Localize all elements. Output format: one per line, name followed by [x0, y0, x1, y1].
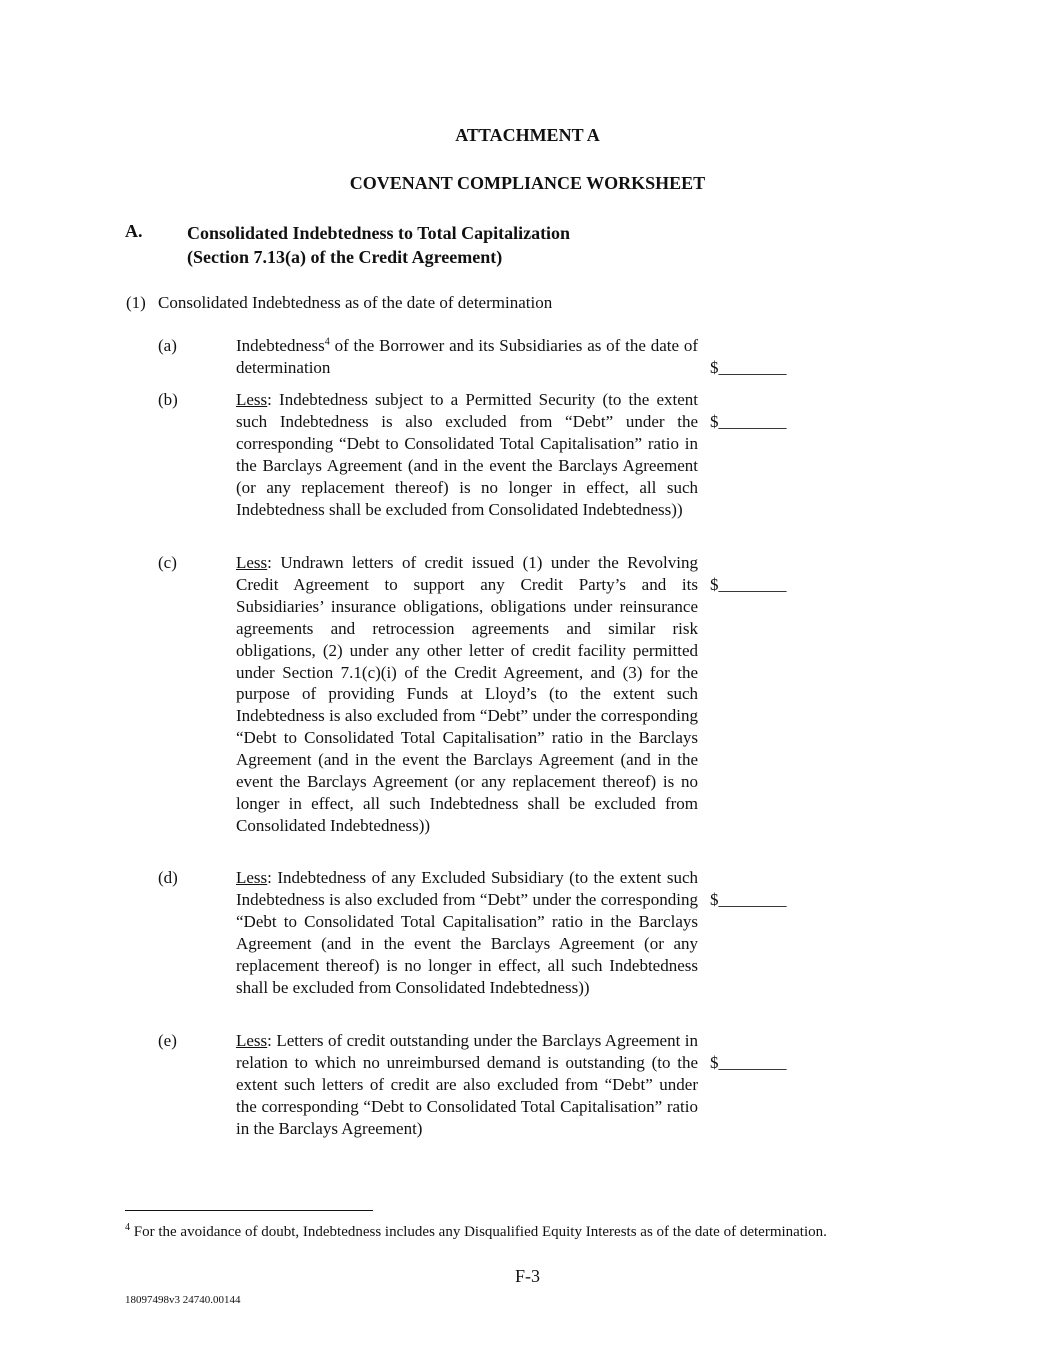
line-item-label: (d) [158, 868, 178, 887]
line-item-text [236, 552, 698, 837]
less-label: Less [236, 390, 268, 409]
page-number: F-3 [514, 1266, 540, 1286]
line-item-label: (c) [158, 553, 177, 572]
line-item-label: (e) [158, 1031, 177, 1050]
line-item-text [236, 335, 698, 379]
section-letter: A. [125, 221, 143, 241]
amount-field[interactable]: $________ [710, 412, 787, 431]
footnote-divider [125, 1210, 373, 1211]
section-title-line2: (Section 7.13(a) of the Credit Agreement) [187, 247, 503, 267]
attachment-title: ATTACHMENT A [455, 125, 600, 145]
line-item-body: of the Borrower and its Subsidiaries as of the date of determination [236, 336, 698, 377]
line-item-body: : Indebtedness of any Excluded Subsidiary (to the extent such Indebtedness is also excluded from “Debt” under the corresponding “Debt to Consolidated Total Capitalisation” ratio in the Barclays Agreement (and in the event the Barclays Agreement (or any replacement thereof) is no longer in effect, all such Indebtedness shall be excluded from Consolidated Indebtedness)) [236, 868, 698, 997]
line-item-text [236, 867, 698, 998]
line-item-label: (a) [158, 336, 177, 355]
line-item-label: (b) [158, 390, 178, 409]
footnote-marker: 4 [125, 1222, 130, 1233]
item-1-number: (1) [126, 293, 146, 312]
amount-field[interactable]: $________ [710, 1053, 787, 1072]
footnote-text: For the avoidance of doubt, Indebtedness includes any Disqualified Equity Interests as of the date of determination. [130, 1224, 827, 1240]
line-item-body: : Undrawn letters of credit issued (1) under the Revolving Credit Agreement to support any Credit Party’s and its Subsidiaries’ insurance obligations, obligations under reinsurance agreements and retrocession agreements and similar risk obligations, (2) under any other letter of credit facility permitted under Section 7.1(c)(i) of the Credit Agreement, and (3) for the purpose of providing Funds at Lloyd’s (to the extent such Indebtedness is also excluded from “Debt” under the corresponding “Debt to Consolidated Total Capitalisation” ratio in the Barclays Agreement (and in the event the Barclays Agreement (and in the event the Barclays Agreement (or any replacement thereof) is no longer in effect, all such Indebtedness shall be excluded from Consolidated Indebtedness)) [236, 553, 698, 835]
document-id: 18097498v3 24740.00144 [125, 1294, 241, 1306]
less-label: Less [236, 553, 268, 572]
footnote [125, 1222, 827, 1244]
line-item-body: : Indebtedness subject to a Permitted Security (to the extent such Indebtedness is also excluded from “Debt” under the corresponding “Debt to Consolidated Total Capitalisation” ratio in the Barclays Agreement (and in the event the Barclays Agreement (or any replacement thereof) is no longer in effect, all such Indebtedness shall be excluded from Consolidated Indebtedness)) [236, 390, 698, 519]
footnote-ref: 4 [324, 336, 330, 348]
indebtedness-lead: Indebtedness [236, 336, 325, 355]
line-item-body: : Letters of credit outstanding under the Barclays Agreement in relation to which no unreimbursed demand is outstanding (to the extent such letters of credit are also excluded from “Debt” under the corresponding “Debt to Consolidated Total Capitalisation” ratio in the Barclays Agreement) [236, 1031, 698, 1138]
less-label: Less [236, 868, 268, 887]
section-title [187, 221, 570, 269]
amount-field[interactable]: $________ [710, 358, 787, 377]
line-item-text [236, 389, 698, 520]
item-1 [126, 292, 552, 314]
item-1-text: Consolidated Indebtedness as of the date of determination [158, 293, 553, 312]
worksheet-title: COVENANT COMPLIANCE WORKSHEET [349, 173, 706, 193]
line-item-text [236, 1030, 698, 1140]
less-label: Less [236, 1031, 268, 1050]
amount-field[interactable]: $________ [710, 575, 787, 594]
amount-field[interactable]: $________ [710, 890, 787, 909]
section-title-line1: Consolidated Indebtedness to Total Capitalization [187, 223, 571, 243]
